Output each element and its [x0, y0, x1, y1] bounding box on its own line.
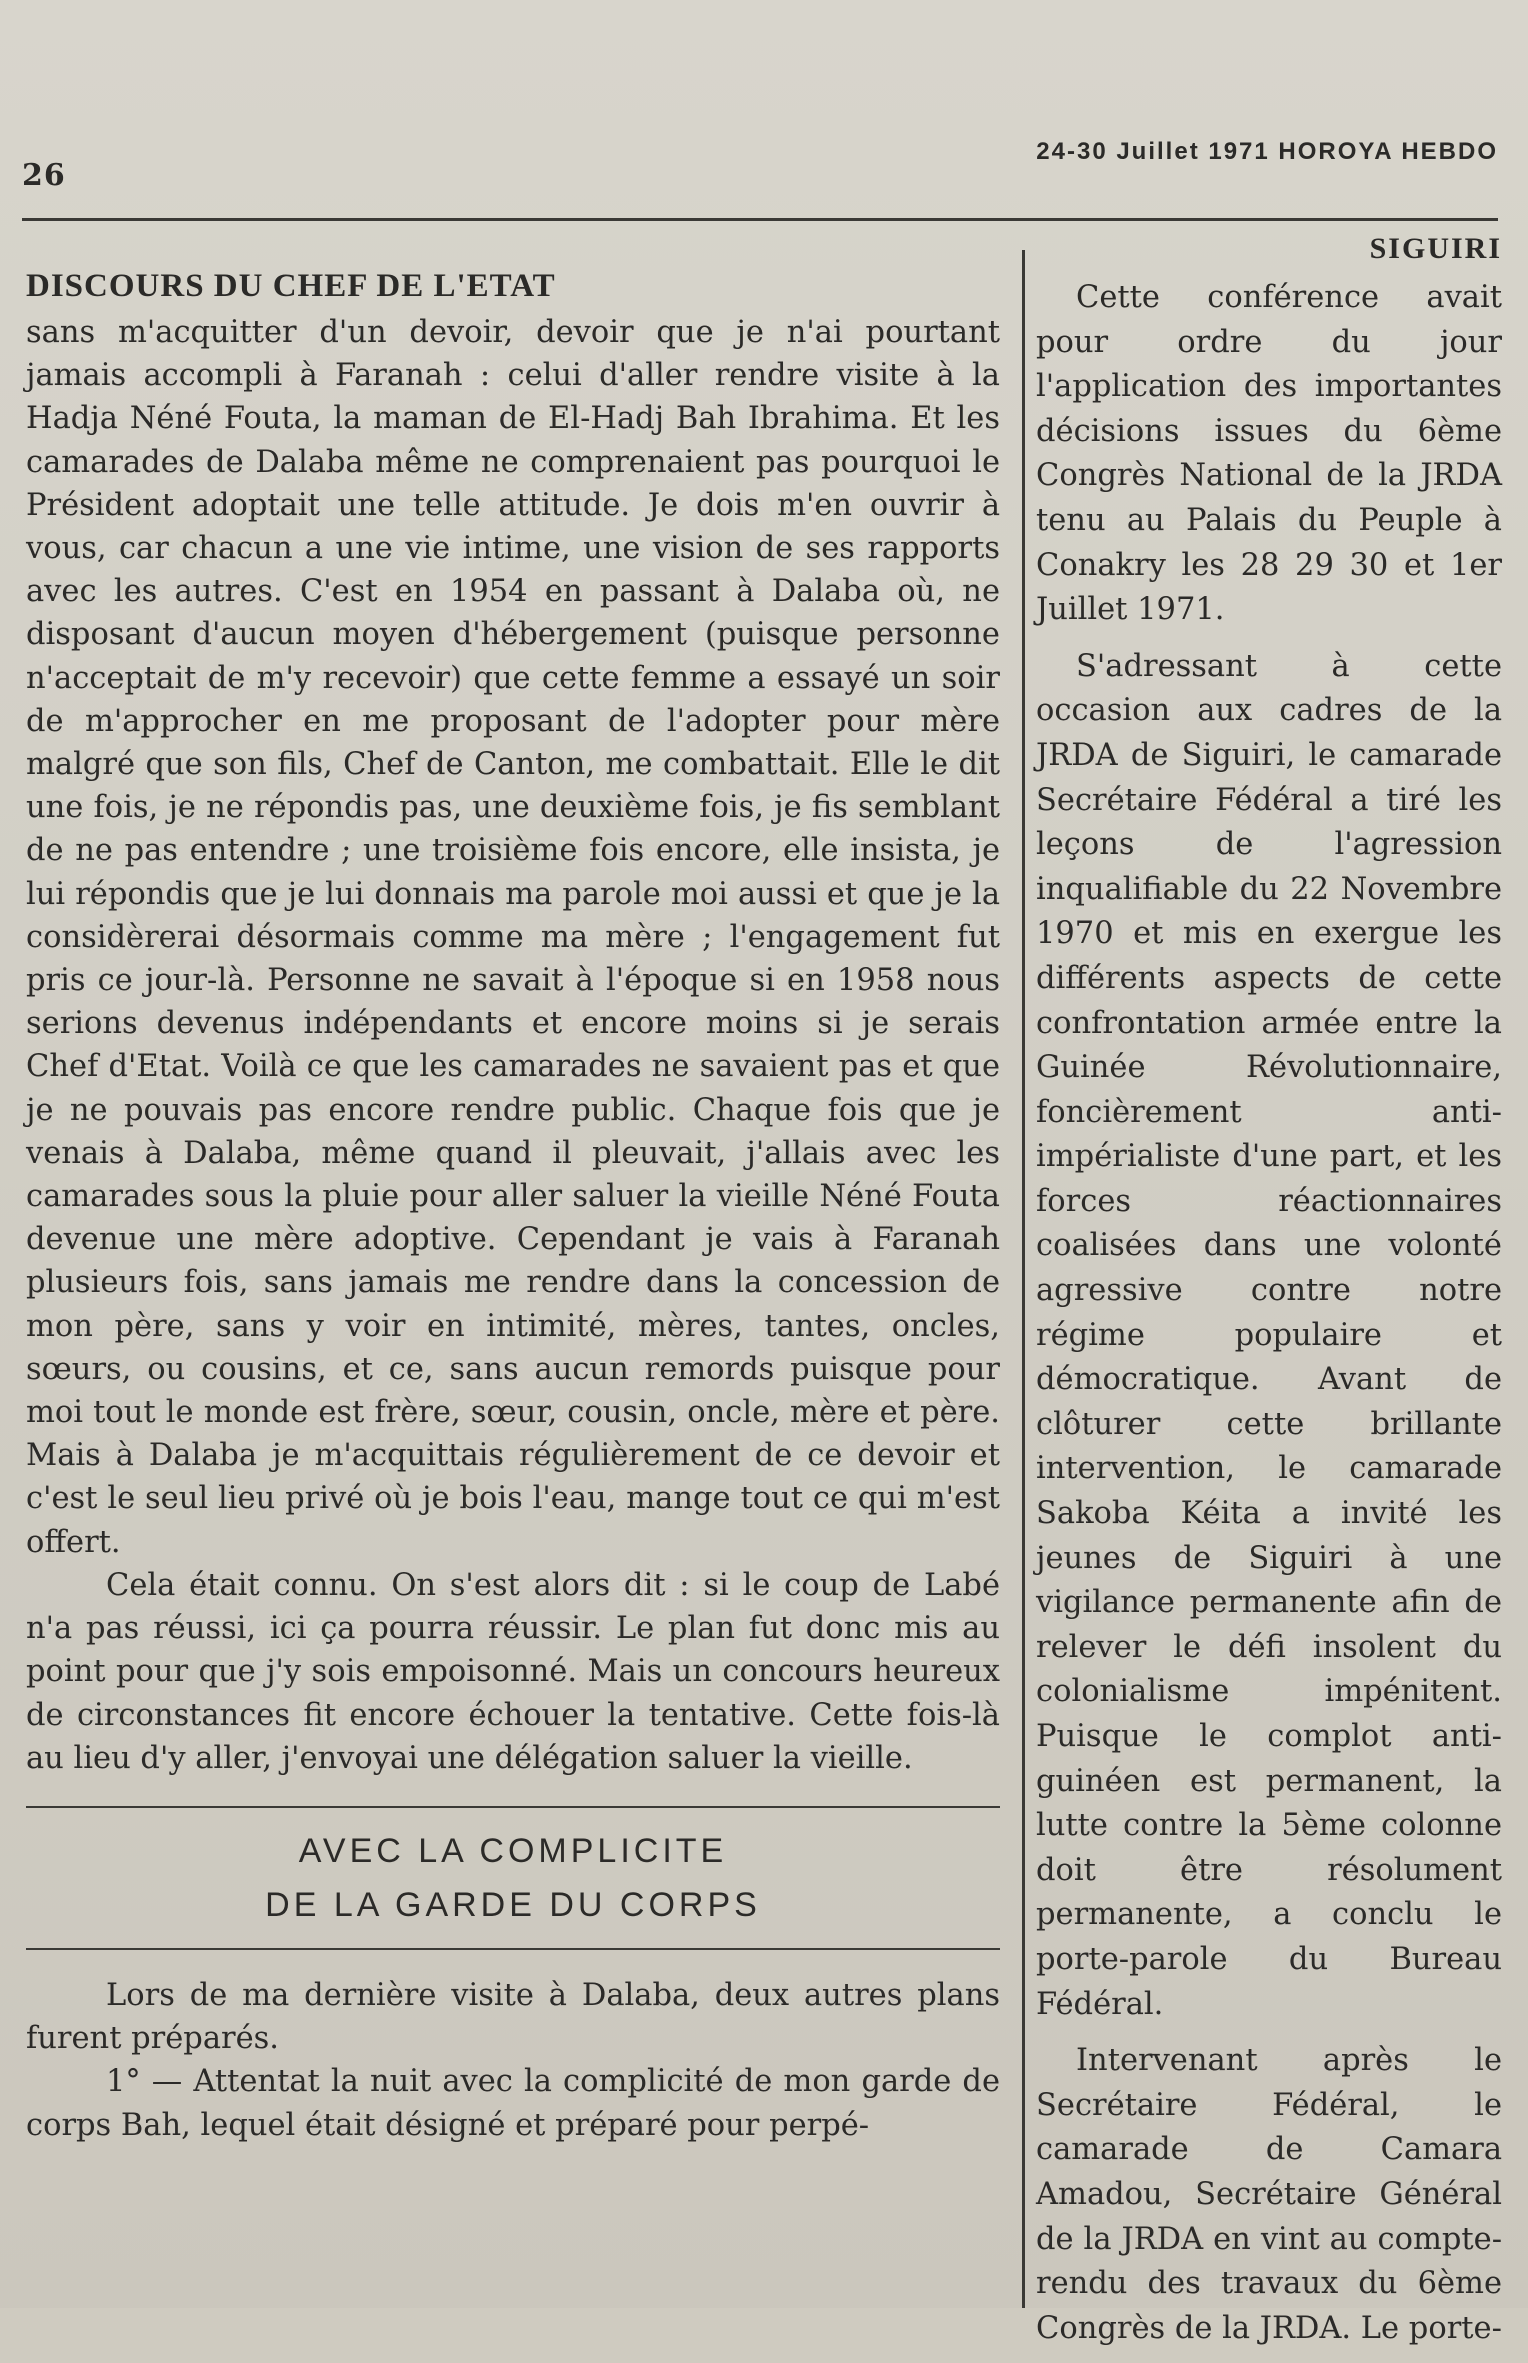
subheading	[26, 1824, 1000, 1932]
siguiri-paragraph-2: S'adressant à cette occasion aux cadres de la JRDA de Siguiri, le camarade Secrétaire Fédéral a tiré les leçons de l'agression inqualifiable du 22 Novembre 1970 et mis en exergue les différents aspects de cette confrontation armée entre la Guinée Révolutionnaire, foncièrement anti-impérialiste d'une part, et les forces réactionnaires coalisées dans une volonté agressive contre notre régime populaire et démocratique. Avant de clôturer cette brillante intervention, le camarade Sakoba Kéita a invité les jeunes de Siguiri à une vigilance permanente afin de relever le défi insolent du colonialisme impénitent. Puisque le complot anti-guinéen est permanent, la lutte contre la 5ème colonne doit être résolument permanente, a conclu le porte-parole du Bureau Fédéral.	[1036, 648, 1502, 2022]
right-column-article	[1036, 232, 1502, 2363]
left-column-article	[26, 268, 1000, 2147]
article-paragraph-1: sans m'acquitter d'un devoir, devoir que je n'ai pourtant jamais accompli à Faranah : celui d'aller rendre visite à la Hadja Néné Fouta, la maman de El-Hadj Bah Ibrahima. Et les camarades de Dalaba même ne comprenaient pas pourquoi le Président adoptait une telle attitude. Je dois m'en ouvrir à vous, car chacun a une vie intime, une vision de ses rapports avec les autres. C'est en 1954 en passant à Dalaba où, ne disposant d'aucun moyen d'hébergement (puisque personne n'acceptait de m'y recevoir) que cette femme a essayé un soir de m'approcher en me proposant de l'adopter pour mère malgré que son fils, Chef de Canton, me combattait. Elle le dit une fois, je ne répondis pas, une deuxième fois, je fis semblant de ne pas entendre ; une troisième fois encore, elle insista, je lui répondis que je lui donnais ma parole moi aussi et que je la considèrerai désormais comme ma mère ; l'engagement fut pris ce jour-là. Personne ne savait à l'époque si en 1958 nous serions devenus indépendants et encore moins si je serais Chef d'Etat. Voilà ce que les camarades ne savaient pas et que je ne pouvais pas encore rendre public. Chaque fois que je venais à Dalaba, même quand il pleuvait, j'allais avec les camarades sous la pluie pour aller saluer la vieille Néné Fouta devenue une mère adoptive. Cependant je vais à Faranah plusieurs fois, sans jamais me rendre dans la concession de mon père, sans y voir en intimité, mères, tantes, oncles, sœurs, ou cousins, et ce, sans aucun remords puisque pour moi tout le monde est frère, sœur, cousin, oncle, mère et père. Mais à Dalaba je m'acquittais régulièrement de ce devoir et c'est le seul lieu privé où je bois l'eau, mange tout ce qui m'est offert.	[26, 315, 1000, 1560]
section-label-siguiri: SIGUIRI	[1369, 232, 1502, 265]
continuation-text	[26, 1974, 1000, 2147]
subheading-line-1: AVEC LA COMPLICITE	[298, 1831, 728, 1870]
issue-date-masthead: 24-30 Juillet 1971 HOROYA HEBDO	[1036, 138, 1498, 165]
header-rule	[22, 218, 1498, 221]
siguiri-paragraph-3: Intervenant après le Secrétaire Fédéral, le camarade de Camara Amadou, Secrétaire Général de la JRDA en vint au compte-rendu des travaux du 6ème Congrès de la JRDA. Le porte-	[1036, 2043, 1502, 2346]
page-number: 26	[22, 158, 66, 193]
article-paragraph-3: Lors de ma dernière visite à Dalaba, deux autres plans furent préparés.	[26, 1977, 1000, 2057]
article-paragraph-2: Cela était connu. On s'est alors dit : si le coup de Labé n'a pas réussi, ici ça pourra réussir. Le plan fut donc mis au point pour que j'y sois empoisonné. Mais un concours heureux de circonstances fit encore échouer la tentative. Cette fois-là au lieu d'y aller, j'envoyai une délégation saluer la vieille.	[26, 1567, 1000, 1776]
siguiri-paragraph-1: Cette conférence avait pour ordre du jour l'application des importantes décisions issues du 6ème Congrès National de la JRDA tenu au Palais du Peuple à Conakry les 28 29 30 et 1er Juillet 1971.	[1036, 280, 1502, 628]
subhead-rule-bottom	[26, 1948, 1000, 1950]
subhead-rule-top	[26, 1806, 1000, 1808]
subheading-line-2: DE LA GARDE DU CORPS	[265, 1885, 761, 1924]
column-divider	[1022, 250, 1025, 2308]
article-title: DISCOURS DU CHEF DE L'ETAT	[26, 268, 556, 304]
article-paragraph-4: 1° — Attentat la nuit avec la complicité de mon garde de corps Bah, lequel était désigné et préparé pour perpé-	[26, 2064, 1000, 2143]
